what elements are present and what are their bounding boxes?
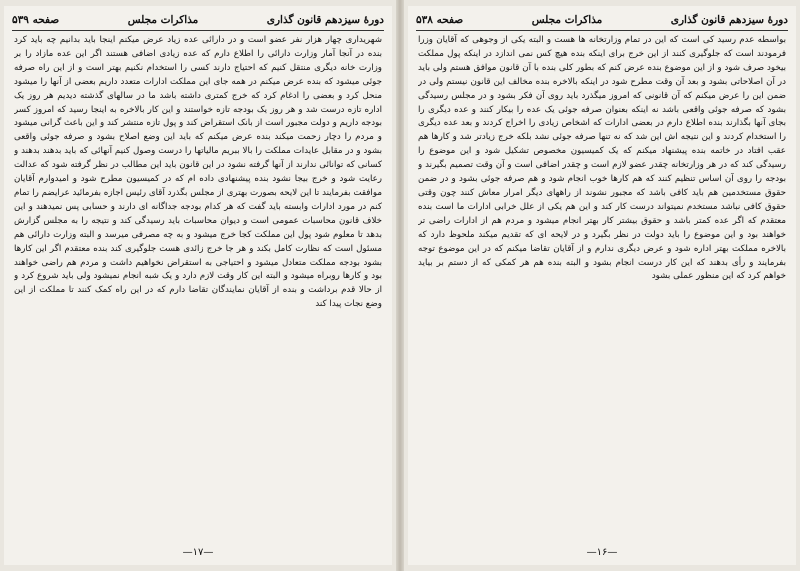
right-page	[408, 6, 796, 565]
left-page-body	[14, 34, 382, 542]
left-header-rule	[12, 30, 384, 31]
right-page-header	[416, 12, 788, 28]
left-page-text: شهریداری چهار هزار نفر عضو است و در دارائی عده زیاد عرض میکنم اینجا باید بدانیم چه باید کرد بنده در آنجا آمار وزارت دارائی را اطلاع دارم که عده زیادی اضافی هستند اگر این عده مازاد را بر وزارت خانه دیگری منتقل کنیم که احتیاج دارند کسی را استخدام نکنیم بهتر است و از این راه صرفه جوئی میشود که بنده عرض میکنم در همه جای این مملکت ادارات متعدد داریم بعضی از آنها را میشود منحل کرد و بعضی را ادغام کرد که خرج کمتری داشته باشد ما در سالهای گذشته دیدیم هر روز یک اداره تازه درست شد و هر روز یک بودجه تازه خواستند و این کار بالاخره به اینجا رسید که امروز کسر بودجه داریم و دولت مجبور است از بانک استقراض کند و پول تازه منتشر کند و این باعث گرانی میشود و مردم را دچار زحمت میکند بنده عرض میکنم که باید این وضع اصلاح بشود و صرفه جوئی واقعی بشود و در مقابل عایدات مملکت را بالا ببریم مالیاتها را درست وصول کنیم آنهائی که باید بدهند بدهند و کسانی که توانائی ندارند از آنها گرفته نشود در این قانون باید این مطالب در نظر گرفته شود که عدالت رعایت شود و خرج بیجا نشود بنده پیشنهادی داده ام که در کمیسیون مطرح شود و امیدوارم آقایان موافقت بفرمایند تا این لایحه بصورت بهتری از مجلس بگذرد آقای رئیس اجازه بفرمائید عرایضم را تمام کنم در مورد ادارات وابسته باید گفت که هر کدام بودجه جداگانه ای دارند و حسابی پس نمیدهند و این خلاف قانون محاسبات عمومی است و دیوان محاسبات باید رسیدگی کند و نتیجه را به مجلس گزارش بدهد تا معلوم شود پول این مملکت کجا خرج میشود و به چه مصرفی میرسد و البته وزارت دارائی هم مسئول است که نظارت کامل بکند و هر جا خرج زائدی هست جلوگیری کند بنده معتقدم اگر این کارها بشود بودجه مملکت متعادل میشود و احتیاجی به استقراض نخواهیم داشت و مردم هم راضی خواهند بود و کارها روبراه میشود و البته این کار وقت لازم دارد و یک شبه انجام نمیشود ولی باید شروع کرد و از حالا قدم برداشت و بنده از آقایان نمایندگان تقاضا دارم که در این راه کمک کنند تا مملکت از این وضع نجات پیدا کند	[14, 35, 382, 310]
left-page-header	[12, 12, 384, 28]
right-header-rule	[416, 30, 788, 31]
right-header-page-number: صفحه ۵۳۸	[416, 14, 464, 26]
right-page-body	[418, 34, 786, 542]
right-header-title: دورهٔ سیزدهم قانون گذاری	[670, 14, 788, 26]
left-footer-page-number: —۱۷—	[182, 547, 214, 558]
left-header-title: دورهٔ سیزدهم قانون گذاری	[266, 14, 384, 26]
right-footer-page-number: —۱۶—	[586, 547, 618, 558]
right-page-footer	[408, 547, 796, 561]
right-header-section: مذاکرات مجلس	[531, 14, 603, 26]
left-page	[4, 6, 392, 565]
right-page-text: بواسطه عدم رسید کی است که این در تمام وزارتخانه ها هست و البته یکی از وجوهی که آقایان وزرا فرمودند است که جلوگیری کنند از این خرج برای اینکه بنده هیچ کس نمی اندازد در اینکه پول مملکت بیخود صرف شود و از این موضوع بنده عرض کنم که بطور کلی بنده با آن قانون موافق هستم ولی باید در آن اصلاحاتی بشود و بعد آن وقت مطرح شود در اینکه بالاخره بنده مخالف این قانون نیستم ولی در ضمن این را عرض میکنم که آن قانونی که امروز میگذرد باید روی آن فکر بشود و در مجلس رسیدگی بشود که صرفه جوئی واقعی باشد نه اینکه بعنوان صرفه جوئی یک عده را بیکار کنند و عده دیگری را بجای آنها بگذارند بنده اطلاع دارم در بعضی ادارات که اشخاص زیادی را اخراج کردند و بعد عده دیگری را استخدام کردند و این نتیجه اش این شد که نه تنها صرفه جوئی نشد بلکه خرج زیادتر شد و کارها هم عقب افتاد در خاتمه بنده پیشنهاد میکنم که یک کمیسیون مخصوص تشکیل شود و این موضوع را رسیدگی کند که در هر وزارتخانه چقدر عضو لازم است و چقدر اضافی است و آن وقت تصمیم بگیرند و بودجه را روی آن اساس تنظیم کنند که هم کارها خوب انجام شود و هم صرفه جوئی بشود و در ضمن حقوق مستخدمین هم باید کافی باشد که مجبور نشوند از راههای دیگر امرار معاش کنند چون وقتی حقوق کافی نباشد مستخدم نمیتواند درست کار کند و این هم یکی از علل خرابی ادارات ما است بنده معتقدم که اگر عده کمتر باشد و حقوق بیشتر کار بهتر انجام میشود و مردم هم از ادارات راضی تر خواهند بود و این موضوع را باید دولت در نظر بگیرد و در لایحه ای که تقدیم میکند ملحوظ دارد که بالاخره مملکت بهتر اداره شود و عرض دیگری ندارم و از آقایان تقاضا میکنم که در این موضوع توجه بفرمایند و رأی بدهند که این کار درست انجام بشود و البته بنده هم هر کمکی که از دستم بر بیاید خواهم کرد که این منظور عملی بشود	[418, 35, 786, 282]
book-gutter	[396, 0, 404, 571]
left-page-footer	[4, 547, 392, 561]
left-header-section: مذاکرات مجلس	[127, 14, 199, 26]
left-header-page-number: صفحه ۵۳۹	[12, 14, 60, 26]
